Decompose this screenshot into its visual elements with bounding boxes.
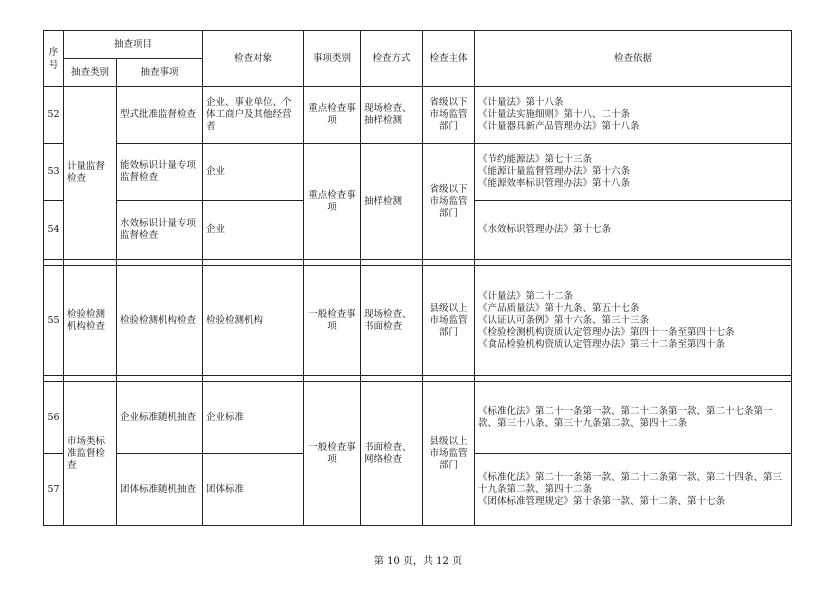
target-cell: 企业标准 — [203, 382, 304, 454]
table-row-56 — [44, 382, 792, 454]
method-cell: 书面检查、网络检查 — [361, 382, 423, 526]
page-number: 第 10 页，共 12 页 — [373, 556, 463, 567]
method-cell: 现场检查、书面检查 — [361, 266, 423, 376]
category-cell: 市场类标准监督检查 — [64, 382, 117, 526]
basis-line: 《水效标识管理办法》第十七条 — [478, 224, 612, 235]
header-category: 抽查类别 — [64, 59, 117, 87]
subject-cell: 县级以上市场监管部门 — [423, 382, 475, 526]
header-subject: 检查主体 — [423, 31, 475, 87]
target-cell: 企业、事业单位、个体工商户及其他经营者 — [203, 87, 304, 144]
basis-line: 《能源效率标识管理办法》第十八条 — [478, 178, 631, 189]
header-row-1 — [44, 31, 792, 59]
basis-cell — [475, 266, 792, 376]
basis-cell — [475, 454, 792, 526]
header-seq: 序号 — [44, 31, 64, 87]
row-number: 52 — [44, 87, 64, 144]
type-cell: 重点检查事项 — [304, 144, 361, 260]
table-row-52 — [44, 87, 792, 144]
basis-line: 《团体标准管理规定》第十条第一款、第十二条、第十七条 — [478, 495, 726, 507]
basis-cell — [475, 201, 792, 260]
type-cell: 一般检查事项 — [304, 266, 361, 376]
basis-line: 《检验检测机构资质认定管理办法》第四十一条至第四十七条 — [478, 326, 735, 338]
category-cell: 计量监督检查 — [64, 87, 117, 260]
row-number: 53 — [44, 144, 64, 201]
basis-cell — [475, 87, 792, 144]
inspection-table — [43, 30, 792, 526]
subject-cell: 省级以下市场监管部门 — [423, 87, 475, 144]
table-row-55 — [44, 266, 792, 376]
basis-cell — [475, 382, 792, 454]
item-cell: 企业标准随机抽查 — [117, 382, 203, 454]
subject-cell: 县级以上市场监管部门 — [423, 266, 475, 376]
type-cell: 一般检查事项 — [304, 382, 361, 526]
target-cell: 检验检测机构 — [203, 266, 304, 376]
type-cell: 重点检查事项 — [304, 87, 361, 144]
basis-line: 《能源计量监督管理办法》第十六条 — [478, 166, 631, 177]
basis-line: 《节约能源法》第七十三条 — [478, 154, 593, 165]
basis-line: 《计量法实施细则》第十八、二十条 — [478, 109, 631, 120]
row-number: 56 — [44, 382, 64, 454]
header-type: 事项类别 — [304, 31, 361, 87]
method-cell: 现场检查、抽样检测 — [361, 87, 423, 144]
basis-line: 《产品质量法》第十九条、第五十七条 — [478, 302, 640, 314]
basis-line: 《认证认可条例》第十六条、第三十三条 — [478, 314, 650, 326]
row-number: 57 — [44, 454, 64, 526]
row-number: 54 — [44, 201, 64, 260]
category-cell: 检验检测机构检查 — [64, 266, 117, 376]
row-number: 55 — [44, 266, 64, 376]
basis-line: 《食品检验机构资质认定管理办法》第三十二条至第四十条 — [478, 338, 726, 350]
target-cell: 团体标准 — [203, 454, 304, 526]
item-cell: 检验检测机构检查 — [117, 266, 203, 376]
header-method: 检查方式 — [361, 31, 423, 87]
header-item: 抽查事项 — [117, 59, 203, 87]
basis-line: 《计量器具新产品管理办法》第十八条 — [478, 121, 640, 132]
basis-line: 《计量法》第十八条 — [478, 97, 564, 108]
basis-cell — [475, 144, 792, 201]
header-item-group: 抽查项目 — [64, 31, 203, 59]
item-cell: 水效标识计量专项监督检查 — [117, 201, 203, 260]
item-cell: 能效标识计量专项监督检查 — [117, 144, 203, 201]
table-row-53 — [44, 144, 792, 201]
item-cell: 团体标准随机抽查 — [117, 454, 203, 526]
basis-line: 《标准化法》第二十一条第一款、第二十二条第一款、第二十四条、第三十九条第二款、第四十二条 — [478, 471, 783, 495]
header-basis: 检查依据 — [475, 31, 792, 87]
basis-line: 《标准化法》第二十一条第一款、第二十二条第一款、第二十七条第一款、第三十八条、第三十九条第二款、第四十二条 — [478, 405, 773, 429]
item-cell: 型式批准监督检查 — [117, 87, 203, 144]
target-cell: 企业 — [203, 201, 304, 260]
basis-line: 《计量法》第二十二条 — [478, 290, 574, 302]
header-target: 检查对象 — [203, 31, 304, 87]
subject-cell: 省级以下市场监管部门 — [423, 144, 475, 260]
method-cell: 抽样检测 — [361, 144, 423, 260]
target-cell: 企业 — [203, 144, 304, 201]
